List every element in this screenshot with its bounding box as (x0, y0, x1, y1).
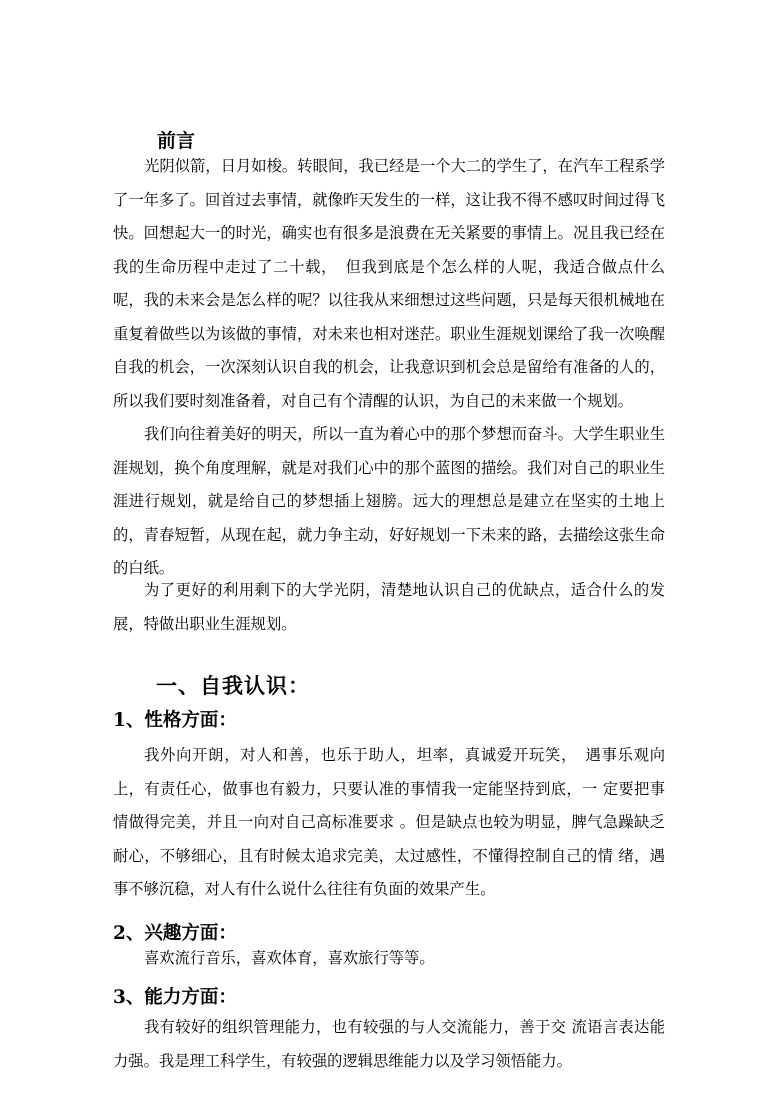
abilities-paragraph: 我有较好的组织管理能力，也有较强的与人交流能力，善于交 流语言表达能力强。我是理工科学生，有较强的逻辑思维能力以及学习领悟能力。 (113, 1018, 665, 1070)
preface-paragraph-2: 我们向往着美好的明天，所以一直为着心中的那个梦想而奋斗。大学生职业生涯规划，换个角度理解，就是对我们心中的那个蓝图的描绘。我们对自己的职业生涯进行规划，就是给自己的梦想插上翅膀。远大的理想总是建立在坚实的土地上的，青春短暂，从现在起，就力争主动，好好规划一下未来的路，去描绘这张生命的白纸。 (113, 425, 665, 577)
personality-paragraph: 我外向开朗，对人和善，也乐于助人，坦率，真诚爱开玩笑， 遇事乐观向上，有责任心，做事也有毅力，只要认准的事情我一定能坚持到底，一 定要把事情做得完美，并且一向对自己高标准要求 。但是缺点也较为明显，脾气急躁缺乏耐心，不够细心，且有时候太追求完美，太过感性，不懂得控制自己的情 绪，遇事不够沉稳，对人有什么说什么往往有负面的效果产生。 (113, 746, 665, 898)
interests-paragraph: 喜欢流行音乐，喜欢体育，喜欢旅行等等。 (144, 949, 435, 967)
subsection-heading-interests: 2、兴趣方面： (113, 923, 237, 944)
preface-paragraph-3: 为了更好的利用剩下的大学光阴，清楚地认识自己的优缺点，适合什么的发展，特做出职业生涯规划。 (113, 581, 665, 633)
section-heading-self-awareness: 一、自我认识： (156, 673, 310, 698)
subsection-heading-personality: 1、性格方面： (113, 710, 237, 731)
subsection-heading-abilities: 3、能力方面： (113, 987, 237, 1008)
preface-paragraph-1: 光阴似箭，日月如梭。转眼间，我已经是一个大二的学生了，在汽车工程系学了一年多了。回首过去事情，就像昨天发生的一样，这让我不得不感叹时间过得飞快。回想起大一的时光，确实也有很多是浪费在无关紧要的事情上。况且我已经在我的生命历程中走过了二十载， 但我到底是个怎么样的人呢，我适合做点什么呢，我的未来会是怎么样的呢？以往我从来细想过这些问题，只是每天很机械地在重复着做些以为该做的事情，对未来也相对迷茫。职业生涯规划课给了我一次唤醒自我的机会，一次深刻认识自我的机会，让我意识到机会总是留给有准备的人的，所以我们要时刻准备着，对自己有个清醒的认识，为自己的未来做一个规划。 (113, 157, 665, 410)
preface-heading: 前言 (157, 130, 196, 152)
